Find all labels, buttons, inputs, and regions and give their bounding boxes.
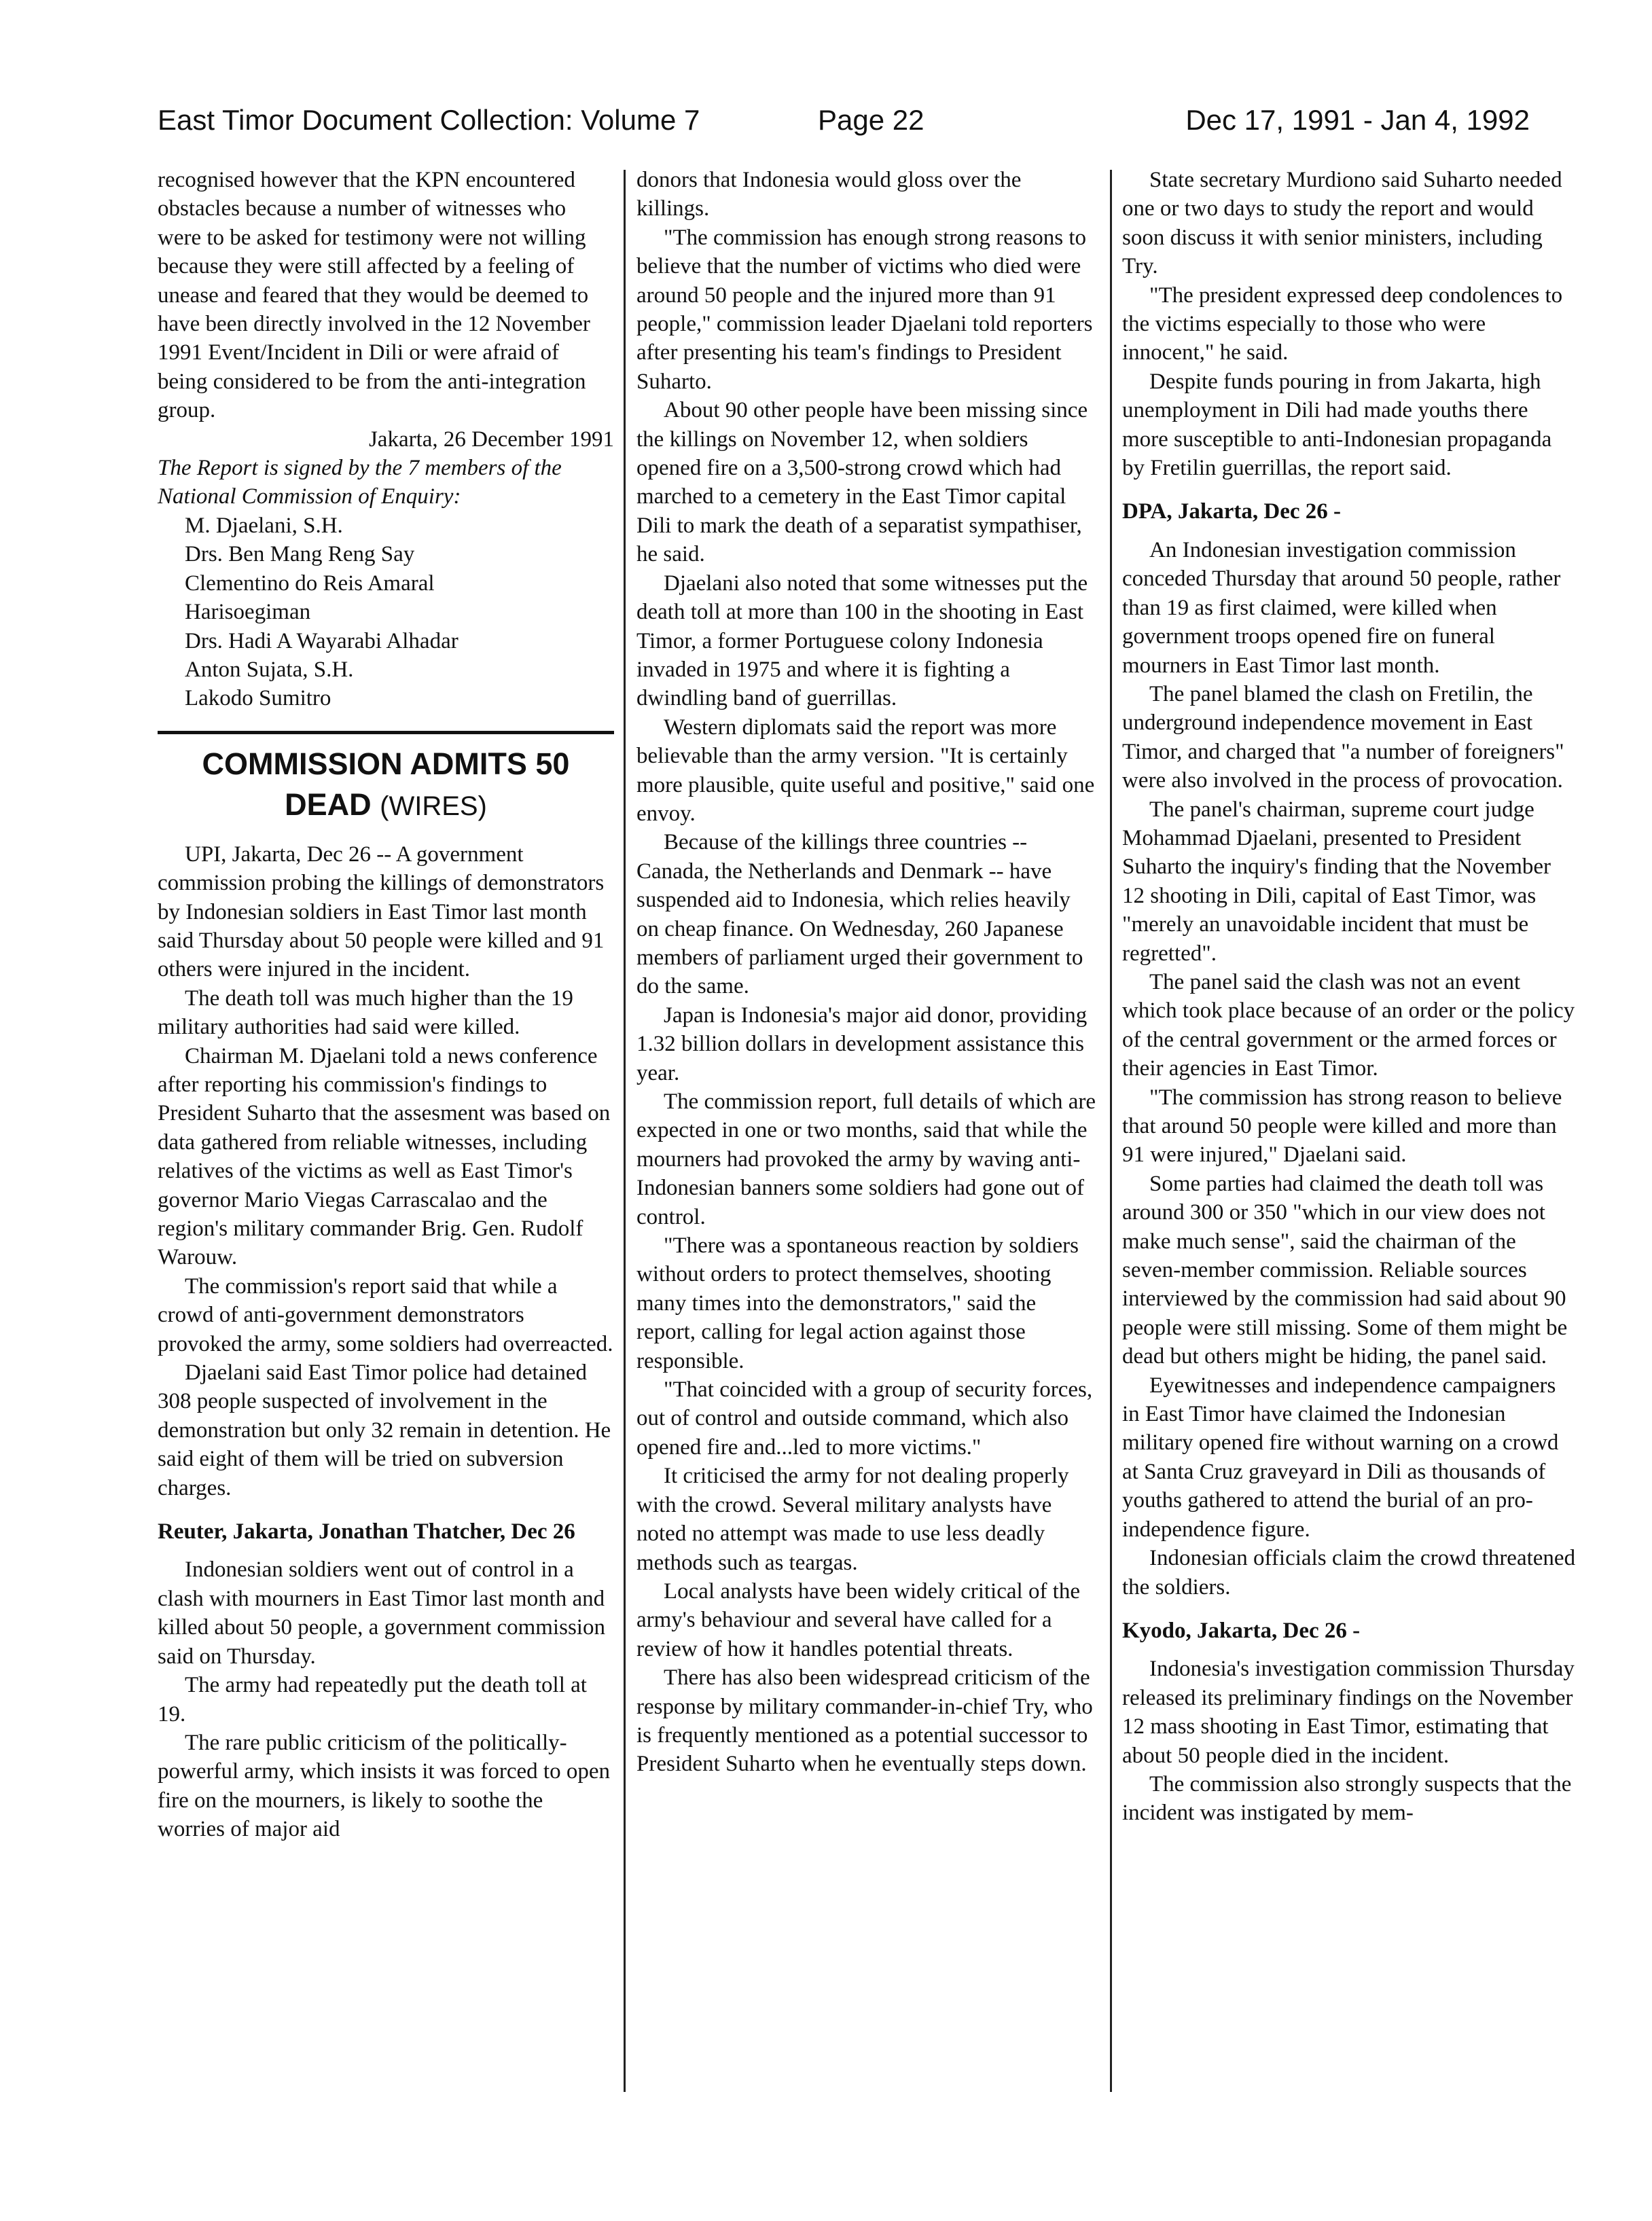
article-paragraph: "The commission has strong reason to believe that around 50 people were killed and more than 91 were injured," Djaelani said. [1122, 1085, 1562, 1168]
date-range: Dec 17, 1991 - Jan 4, 1992 [1185, 104, 1530, 136]
article-paragraph: "There was a spontaneous reaction by soldiers without orders to protect themselves, shooting many times into the demonstrators," said the report, calling for legal action against those responsible. [636, 1233, 1079, 1373]
article-paragraph: The commission report, full details of which are expected in one or two months, said that while the mourners had provoked the army by waving anti-Indonesian banners some soldiers had gone out of control. [636, 1089, 1096, 1229]
section-divider [158, 731, 614, 734]
signatory: Harisoegiman [185, 600, 311, 625]
opening-paragraph: recognised however that the KPN encountered obstacles because a number of witnesses who were to be asked for testimony were not willing because they were still affected by a feeling of unease and feared that they would be deemed to have been directly involved in the 12 November 1991 Event/Incident in Dili or were afraid of being considered to be from the anti-integration group. [158, 168, 590, 423]
article-paragraph: "The commission has enough strong reasons to believe that the number of victims who died were around 50 people and the injured more than 91 people," commission leader Djaelani told reporters after presenting his team's findings to President Suharto. [636, 225, 1093, 394]
article-paragraph: State secretary Murdiono said Suharto needed one or two days to study the report and would soon discuss it with senior ministers, including Try. [1122, 168, 1562, 279]
article-paragraph: The panel blamed the clash on Fretilin, the underground independence movement in East Timor, and charged that "a number of foreigners" were also involved in the process of provocation. [1122, 681, 1564, 793]
article-paragraph: Despite funds pouring in from Jakarta, high unemployment in Dili had made youths there more susceptible to anti-Indonesian propaganda by Fretilin guerrillas, the report said. [1122, 369, 1552, 481]
article-paragraph: The panel said the clash was not an event which took place because of an order or the policy of the central government or the armed forces or their agencies in East Timor. [1122, 969, 1575, 1081]
article-paragraph: The army had repeatedly put the death toll at 19. [158, 1673, 587, 1727]
signatories-intro: The Report is signed by the 7 members of the National Commission of Enquiry: [158, 456, 562, 509]
article-paragraph: Indonesian soldiers went out of control in a clash with mourners in East Timor last month and killed about 50 people, a government commission said on Thursday. [158, 1557, 605, 1669]
article-paragraph: Western diplomats said the report was more believable than the army version. "It is certainly more plausible, quite useful and positive," said one envoy. [636, 715, 1095, 826]
article-paragraph: "That coincided with a group of security forces, out of control and outside command, which also opened fire and...led to more victims." [636, 1377, 1093, 1460]
column-1 [158, 166, 614, 1844]
article-paragraph: donors that Indonesia would gloss over the killings. [636, 168, 1022, 221]
article-paragraph: "The president expressed deep condolences to the victims especially to those who were innocent," he said. [1122, 283, 1563, 365]
article-paragraph: The rare public criticism of the politically-powerful army, which insists it was forced to open fire on the mourners, is likely to soothe the worries of major aid [158, 1730, 610, 1842]
signatory: Anton Sujata, S.H. [185, 657, 354, 682]
column-3 [1122, 166, 1579, 1828]
byline-kyodo: Kyodo, Jakarta, Dec 26 - [1122, 1618, 1361, 1643]
article-headline [158, 744, 614, 827]
article-paragraph: Japan is Indonesia's major aid donor, providing 1.32 billion dollars in development assistance this year. [636, 1003, 1088, 1085]
article-paragraph: Eyewitnesses and independence campaigners in East Timor have claimed the Indonesian military opened fire without warning on a crowd at Santa Cruz graveyard in Dili as thousands of youths gathered to attend the burial of an pro-independence figure. [1122, 1373, 1559, 1542]
column-2 [636, 166, 1096, 1779]
signatory: Clementino do Reis Amaral [185, 571, 435, 596]
article-paragraph: The panel's chairman, supreme court judge Mohammad Djaelani, presented to President Suharto the inquiry's finding that the November 12 shooting in Dili, capital of East Timor, was "merely an unavoidable incident that must be regretted". [1122, 797, 1551, 966]
signatory: Lakodo Sumitro [185, 686, 331, 711]
article-paragraph: An Indonesian investigation commission conceded Thursday that around 50 people, rather than 19 as first claimed, were killed when government troops opened fire on funeral mourners in East Timor last month. [1122, 537, 1561, 678]
article-paragraph: Chairman M. Djaelani told a news conference after reporting his commission's findings to President Suharto that the assesment was based on data gathered from reliable witnesses, including relatives of the victims as well as East Timor's governor Mario Viegas Carrascalao and the region's military commander Brig. Gen. Rudolf Warouw. [158, 1043, 611, 1270]
article-paragraph: Indonesia's investigation commission Thursday released its preliminary findings on the November 12 mass shooting in East Timor, estimating that about 50 people died in the incident. [1122, 1657, 1575, 1768]
signatory: Drs. Hadi A Wayarabi Alhadar [185, 628, 459, 653]
column-divider-left [624, 170, 626, 2092]
article-paragraph: There has also been widespread criticism of the response by military commander-in-chief Try, who is frequently mentioned as a potential successor to President Suharto when he eventually steps down. [636, 1665, 1093, 1777]
article-paragraph: The commission's report said that while a crowd of anti-government demonstrators provoked the army, some soldiers had overreacted. [158, 1274, 613, 1356]
article-paragraph: Djaelani said East Timor police had detained 308 people suspected of involvement in the demonstration but only 32 remain in detention. He said eight of them will be tried on subversion charges. [158, 1360, 611, 1500]
article-paragraph: About 90 other people have been missing since the killings on November 12, when soldiers opened fire on a 3,500-strong crowd which had marched to a cemetery in the East Timor capital Dili to mark the death of a separatist sympathiser, he said. [636, 398, 1088, 567]
article-paragraph: UPI, Jakarta, Dec 26 -- A government commission probing the killings of demonstrators by Indonesian soldiers in East Timor last month said Thursday about 50 people were killed and 91 others were injured in the incident. [158, 842, 605, 982]
signatory: M. Djaelani, S.H. [185, 513, 343, 538]
byline-dpa: DPA, Jakarta, Dec 26 - [1122, 499, 1341, 524]
article-paragraph: Djaelani also noted that some witnesses put the death toll at more than 100 in the shooting in East Timor, a former Portuguese colony Indonesia invaded in 1975 and where it is fighting a dwindling band of guerrillas. [636, 571, 1088, 711]
report-dateline: Jakarta, 26 December 1991 [368, 427, 614, 452]
article-paragraph: The commission also strongly suspects that the incident was instigated by mem- [1122, 1771, 1572, 1826]
page-header [158, 96, 1530, 144]
collection-title: East Timor Document Collection: Volume 7 [158, 104, 700, 136]
article-paragraph: Local analysts have been widely critical of the army's behaviour and several have called for a review of how it handles potential threats. [636, 1578, 1080, 1661]
headline-sub: (WIRES) [380, 791, 487, 821]
headline-main: COMMISSION ADMITS 50 DEAD [202, 746, 570, 822]
article-paragraph: Because of the killings three countries -- Canada, the Netherlands and Denmark -- have suspended aid to Indonesia, which relies heavily on cheap finance. On Wednesday, 260 Japanese members of parliament urged their government to do the same. [636, 830, 1083, 999]
signatory-list [158, 511, 614, 713]
article-paragraph: Indonesian officials claim the crowd threatened the soldiers. [1122, 1546, 1576, 1600]
page-number: Page 22 [818, 104, 924, 136]
article-paragraph: Some parties had claimed the death toll was around 300 or 350 "which in our view does not make much sense", said the chairman of the seven-member commission. Reliable sources interviewed by the commission had said about 90 people were still missing. Some of them might be dead but others might be hiding, the panel said. [1122, 1171, 1568, 1369]
article-paragraph: The death toll was much higher than the 19 military authorities had said were killed. [158, 986, 573, 1040]
byline-reuter: Reuter, Jakarta, Jonathan Thatcher, Dec 26 [158, 1519, 575, 1545]
article-paragraph: It criticised the army for not dealing properly with the crowd. Several military analysts have noted no attempt was made to use less deadly methods such as teargas. [636, 1464, 1069, 1575]
column-divider-right [1110, 170, 1112, 2092]
signatory: Drs. Ben Mang Reng Say [185, 542, 415, 567]
